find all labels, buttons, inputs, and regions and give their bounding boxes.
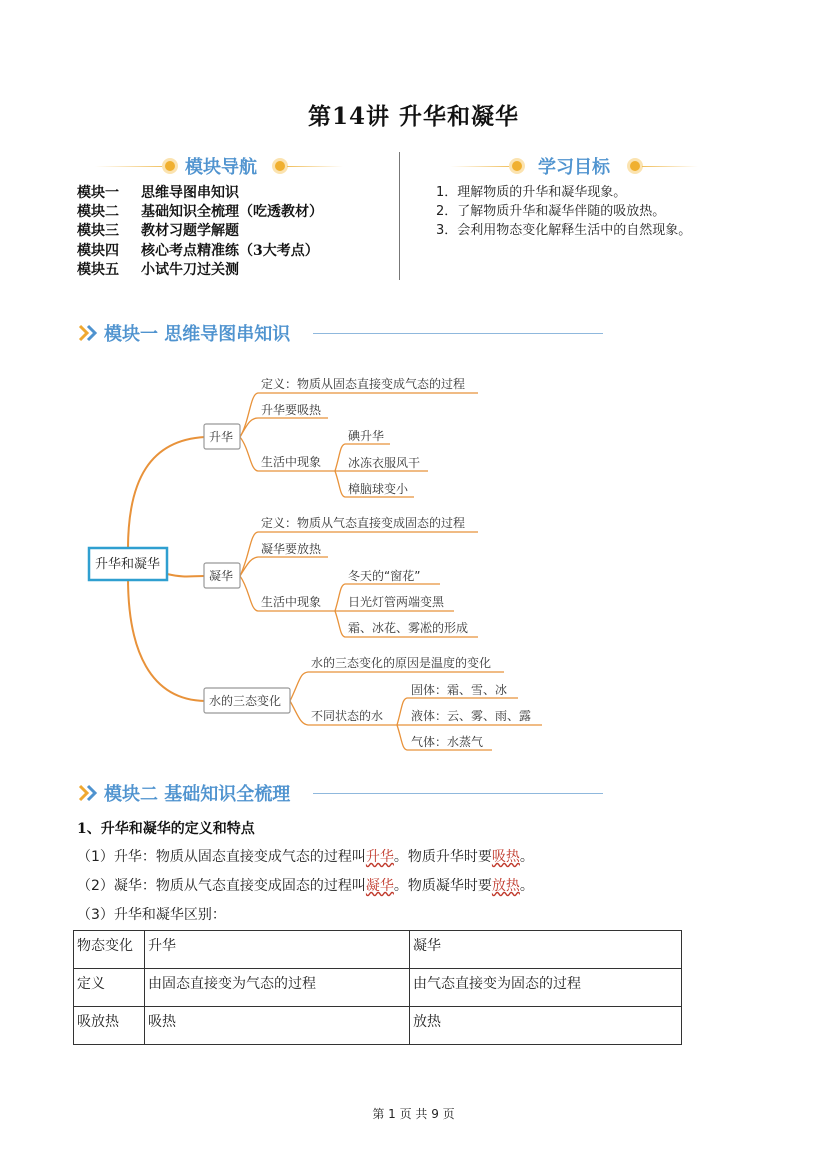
table-cell: 物态变化 [74,931,145,969]
mindmap-node-label: 水的三态变化 [209,694,282,708]
keyword-highlight: 吸热 [491,849,520,865]
mindmap-leaf: 樟脑球变小 [348,482,409,496]
keyword-highlight: 放热 [491,878,520,894]
mindmap-leaf: 冰冻衣服风干 [348,456,421,470]
mindmap-root-label: 升华和凝华 [95,557,161,572]
goal-item: 3．会利用物态变化解释生活中的自然现象。 [436,223,692,238]
mindmap-leaf: 气体：水蒸气 [411,735,484,749]
double-chevron-icon [78,784,100,802]
mindmap-leaf: 日光灯管两端变黑 [348,595,445,609]
section-title: 模块一 思维导图串知识 [104,324,291,345]
nav-item: 模块二 基础知识全梳理（吃透教材） [77,204,323,221]
keyword-highlight: 凝华 [365,878,394,894]
table-cell: 吸热 [145,1007,410,1045]
mindmap-node-label: 升华 [209,430,234,444]
nav-heading [95,153,335,179]
mindmap-leaf: 凝华要放热 [261,542,322,556]
section-header-basics [78,780,603,806]
keyword-highlight: 升华 [365,849,394,865]
table-cell: 由气态直接变为固态的过程 [410,969,682,1007]
paragraph-sublimation: （1）升华：物质从固态直接变成气态的过程叫升华。物质升华时要吸热。 [77,849,534,865]
column-divider [399,152,400,280]
mindmap-leaf: 固体：霜、雪、冰 [411,683,508,697]
table-cell: 凝华 [410,931,682,969]
goal-item: 2．了解物质升华和凝华伴随的吸放热。 [436,204,666,219]
nav-heading-label: 模块导航 [185,157,257,178]
mindmap-leaf: 水的三态变化的原因是温度的变化 [311,656,492,670]
table-cell: 由固态直接变为气态的过程 [145,969,410,1007]
table-cell: 升华 [145,931,410,969]
table-row [74,931,682,969]
paragraph-deposition: （2）凝华：物质从气态直接变成固态的过程叫凝华。物质凝华时要放热。 [77,878,534,894]
mindmap-leaf: 液体：云、雾、雨、露 [411,709,532,723]
mindmap-leaf: 定义：物质从气态直接变成固态的过程 [261,516,466,530]
section-title: 模块二 基础知识全梳理 [104,784,291,805]
goal-item: 1．理解物质的升华和凝华现象。 [436,185,627,200]
mindmap-leaf: 升华要吸热 [261,403,322,417]
mindmap-node-label: 凝华 [209,569,234,583]
mind-map [0,360,827,760]
goals-heading [450,153,700,179]
nav-item: 模块五 小试牛刀过关测 [77,261,239,278]
table-cell: 吸放热 [74,1007,145,1045]
mindmap-leaf: 碘升华 [348,429,385,443]
table-cell: 放热 [410,1007,682,1045]
goals-heading-label: 学习目标 [538,157,610,178]
mindmap-leaf: 生活中现象 [261,595,322,609]
page-title: 第14讲 升华和凝华 [307,103,519,130]
module-nav-list [77,184,323,280]
mindmap-leaf: 冬天的“窗花” [348,569,421,583]
mindmap-leaf: 不同状态的水 [311,709,384,723]
page-footer: 第 1 页 共 9 页 [372,1107,455,1121]
mindmap-leaf: 生活中现象 [261,455,322,469]
mindmap-leaf: 霜、冰花、雾凇的形成 [348,621,469,635]
content-heading: 1、升华和凝华的定义和特点 [77,821,255,837]
section-header-mindmap [78,320,603,346]
paragraph-difference: （3）升华和凝华区别： [77,907,226,923]
nav-item: 模块一 思维导图串知识 [77,185,239,201]
comparison-table [73,930,682,1045]
nav-item: 模块三 教材习题学解题 [77,223,239,240]
table-row [74,969,682,1007]
table-row [74,1007,682,1045]
double-chevron-icon [78,324,100,342]
mindmap-leaf: 定义：物质从固态直接变成气态的过程 [261,377,466,391]
table-cell: 定义 [74,969,145,1007]
nav-item: 模块四 核心考点精准练（3大考点） [77,242,319,259]
learning-goals-list [436,183,691,240]
